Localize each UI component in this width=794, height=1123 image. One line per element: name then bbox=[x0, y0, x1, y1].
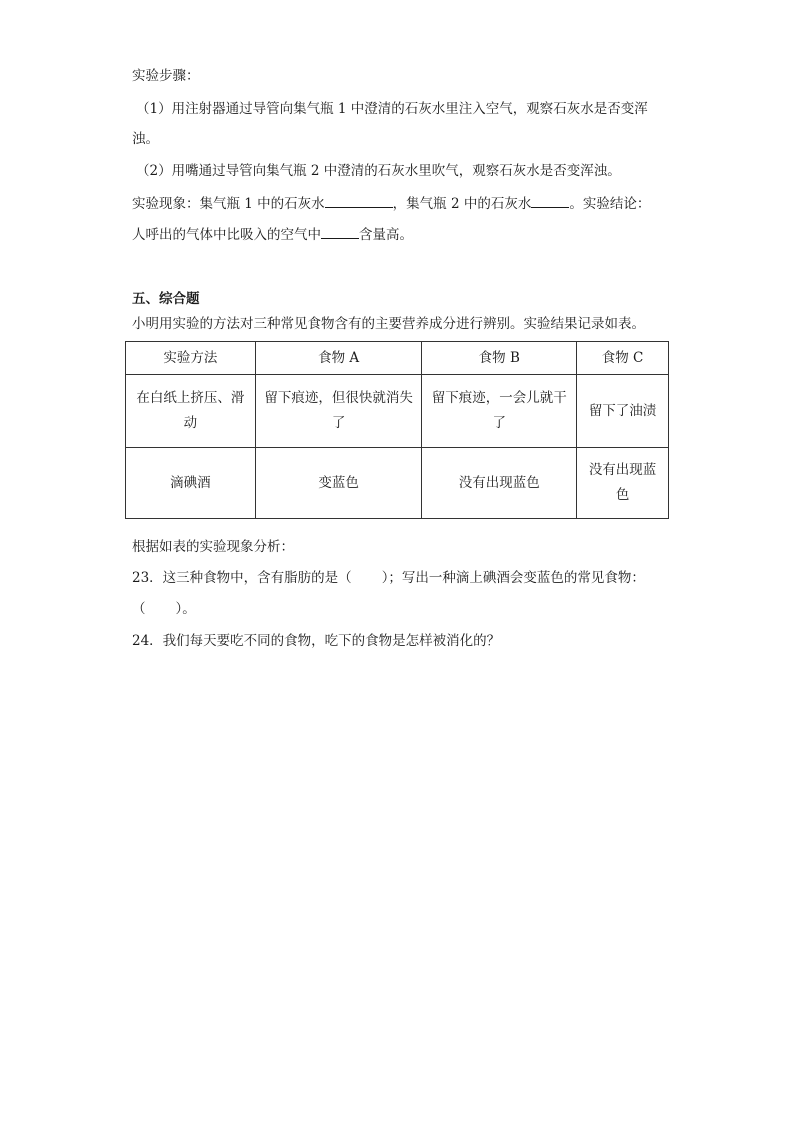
table-header-cell: 食物 A bbox=[255, 342, 422, 375]
answer-blank-1[interactable] bbox=[325, 193, 393, 208]
step-1-line-2: 浊。 bbox=[132, 131, 159, 147]
table-header-cell: 食物 B bbox=[422, 342, 577, 375]
q23-text-c: （ bbox=[132, 601, 146, 617]
results-table bbox=[125, 341, 669, 519]
answer-blank-3[interactable] bbox=[321, 224, 359, 239]
table-row bbox=[126, 375, 669, 448]
step-2: （2）用嘴通过导管向集气瓶 2 中澄清的石灰水里吹气，观察石灰水是否变浑浊。 bbox=[136, 163, 621, 179]
question-23-continued bbox=[132, 599, 196, 619]
phenomenon-text-c: 。实验结论： bbox=[569, 196, 651, 212]
q23-text-d: ）。 bbox=[175, 601, 196, 617]
phenomenon-text-a: 实验现象：集气瓶 1 中的石灰水 bbox=[132, 196, 325, 212]
experiment-conclusion bbox=[132, 224, 413, 245]
q23-text-a: 23．这三种食物中，含有脂肪的是（ bbox=[132, 570, 352, 586]
section-heading: 五、综合题 bbox=[132, 291, 200, 307]
phenomenon-text-b: ，集气瓶 2 中的石灰水 bbox=[392, 196, 532, 212]
table-row bbox=[126, 448, 669, 519]
section-intro: 小明用实验的方法对三种常见食物含有的主要营养成分进行辨别。实验结果记录如表。 bbox=[132, 316, 645, 332]
steps-title: 实验步骤： bbox=[132, 68, 200, 84]
table-cell: 留下痕迹，一会儿就干了 bbox=[422, 375, 577, 448]
conclusion-text-a: 人呼出的气体中比吸入的空气中 bbox=[132, 227, 321, 243]
table-header-cell: 食物 C bbox=[577, 342, 669, 375]
conclusion-text-b: 含量高。 bbox=[359, 227, 413, 243]
table-header-cell: 实验方法 bbox=[126, 342, 256, 375]
table-cell: 留下了油渍 bbox=[577, 375, 669, 448]
table-cell: 变蓝色 bbox=[255, 448, 422, 519]
table-cell: 没有出现蓝色 bbox=[422, 448, 577, 519]
table-cell: 滴碘酒 bbox=[126, 448, 256, 519]
table-cell: 没有出现蓝色 bbox=[577, 448, 669, 519]
analysis-prompt: 根据如表的实验现象分析： bbox=[132, 539, 294, 555]
table-cell: 在白纸上挤压、滑动 bbox=[126, 375, 256, 448]
table-header-row bbox=[126, 342, 669, 375]
question-23 bbox=[132, 568, 645, 588]
answer-blank-2[interactable] bbox=[531, 193, 569, 208]
experiment-phenomenon bbox=[132, 193, 650, 214]
q23-text-b: ）；写出一种滴上碘酒会变蓝色的常见食物： bbox=[381, 570, 645, 586]
step-1-line-1: （1）用注射器通过导管向集气瓶 1 中澄清的石灰水里注入空气，观察石灰水是否变浑 bbox=[136, 101, 648, 117]
table-cell: 留下痕迹，但很快就消失了 bbox=[255, 375, 422, 448]
question-24: 24．我们每天要吃不同的食物，吃下的食物是怎样被消化的？ bbox=[132, 633, 501, 649]
